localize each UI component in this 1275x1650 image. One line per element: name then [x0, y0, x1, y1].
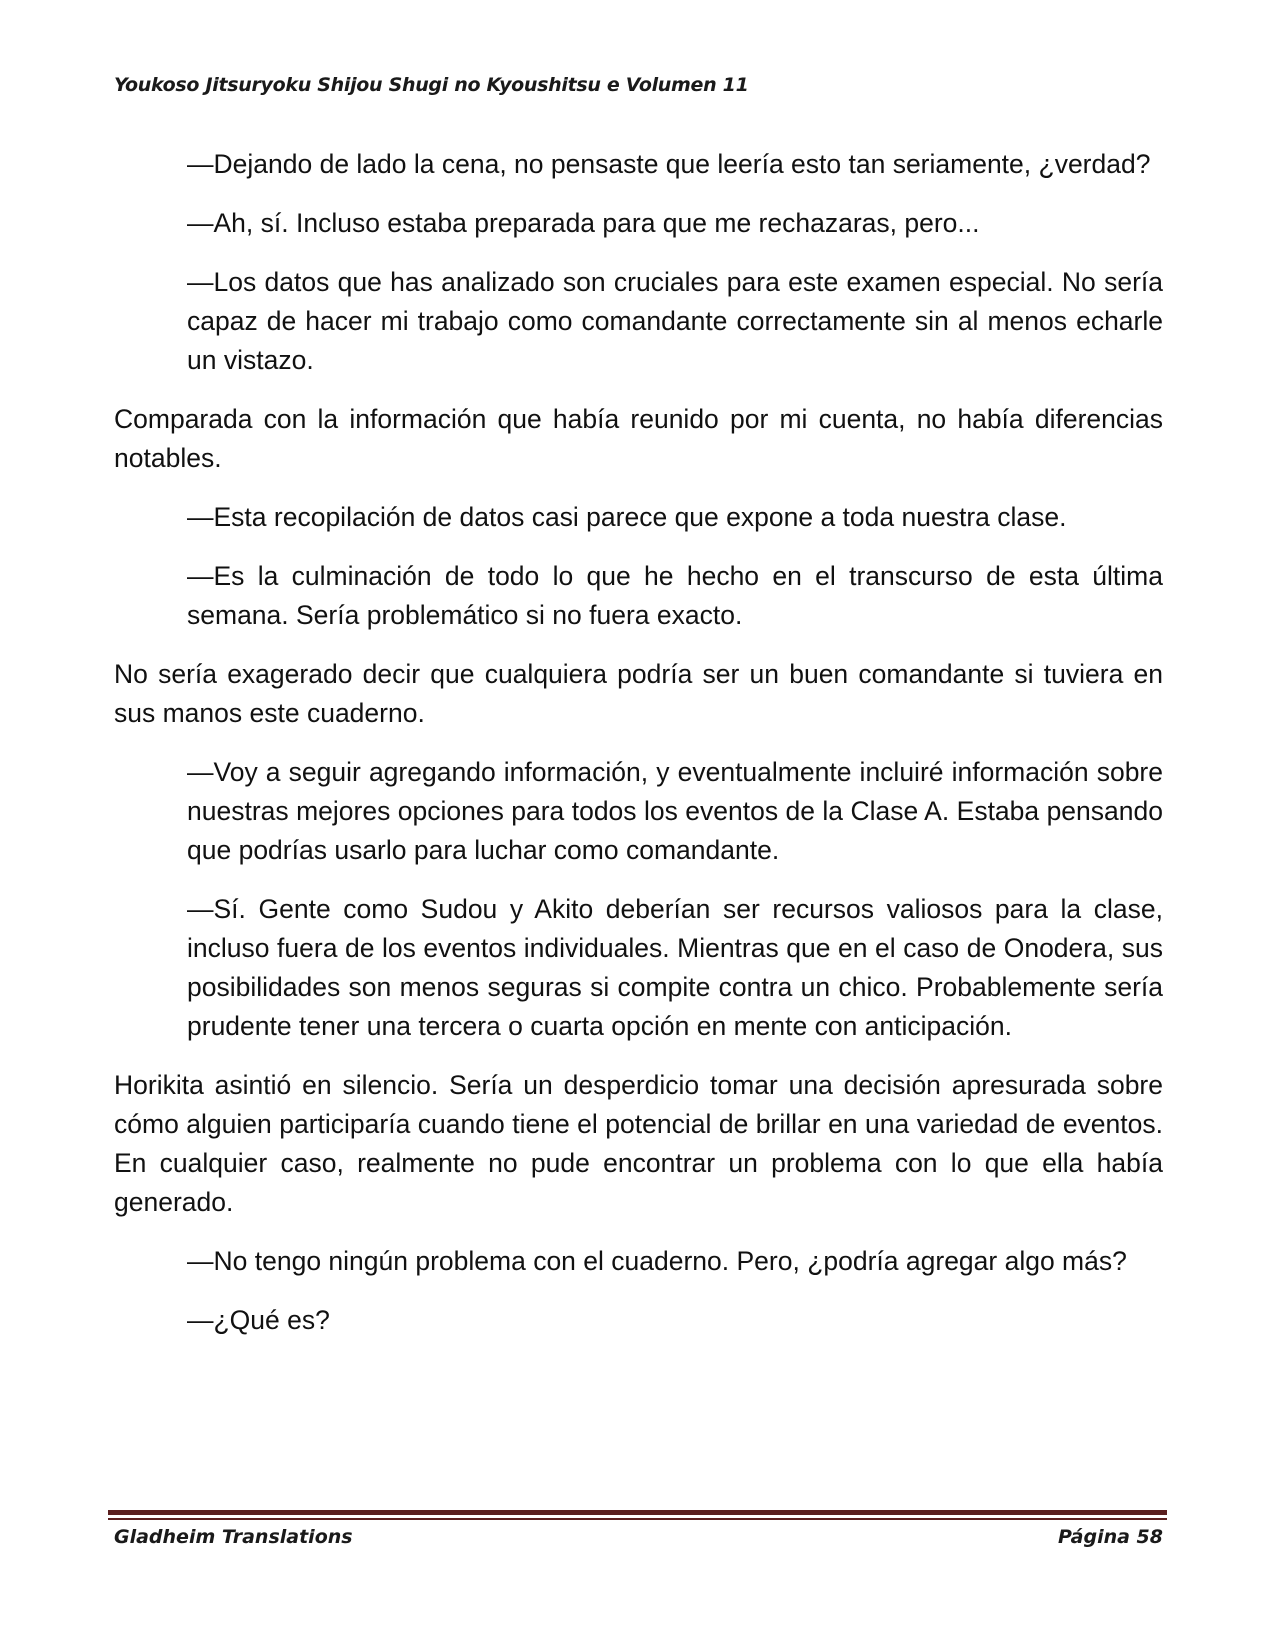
paragraph-narration: No sería exagerado decir que cualquiera podría ser un buen comandante si tuviera en sus manos este cuaderno. — [114, 659, 1163, 728]
paragraph-narration: Comparada con la información que había reunido por mi cuenta, no había diferencias notables. — [114, 404, 1163, 473]
page-body — [114, 145, 1163, 1360]
paragraph-dialog: —Dejando de lado la cena, no pensaste que leería esto tan seriamente, ¿verdad? — [187, 149, 1151, 179]
paragraph-dialog: —Ah, sí. Incluso estaba preparada para que me rechazaras, pero... — [187, 208, 980, 238]
footer-page-number: Página 58 — [1057, 1526, 1163, 1548]
paragraph-dialog: —¿Qué es? — [187, 1305, 330, 1335]
paragraph-dialog: —Es la culminación de todo lo que he hecho en el transcurso de esta última semana. Sería problemático si no fuera exacto. — [187, 561, 1163, 630]
footer-divider-thick — [108, 1510, 1167, 1515]
paragraph-dialog: —Los datos que has analizado son cruciales para este examen especial. No sería capaz de hacer mi trabajo como comandante correctamente sin al menos echarle un vistazo. — [187, 267, 1163, 375]
page-header-title: Youkoso Jitsuryoku Shijou Shugi no Kyoushitsu e Volumen 11 — [114, 74, 749, 96]
footer-translator-credit: Gladheim Translations — [114, 1526, 353, 1548]
paragraph-dialog: —Sí. Gente como Sudou y Akito deberían ser recursos valiosos para la clase, incluso fuera de los eventos individuales. Mientras que en el caso de Onodera, sus posibilidades son menos seguras si compite contra un chico. Probablemente sería prudente tener una tercera o cuarta opción en mente con anticipación. — [187, 894, 1163, 1041]
paragraph-dialog: —Esta recopilación de datos casi parece que expone a toda nuestra clase. — [187, 502, 1067, 532]
paragraph-narration: Horikita asintió en silencio. Sería un desperdicio tomar una decisión apresurada sobre cómo alguien participaría cuando tiene el potencial de brillar en una variedad de eventos. En cualquier caso, realmente no pude encontrar un problema con lo que ella había generado. — [114, 1070, 1163, 1217]
paragraph-dialog: —Voy a seguir agregando información, y eventualmente incluiré información sobre nuestras mejores opciones para todos los eventos de la Clase A. Estaba pensando que podrías usarlo para luchar como comandante. — [187, 757, 1163, 865]
footer-divider-thin — [108, 1518, 1167, 1520]
paragraph-dialog: —No tengo ningún problema con el cuaderno. Pero, ¿podría agregar algo más? — [187, 1246, 1127, 1276]
